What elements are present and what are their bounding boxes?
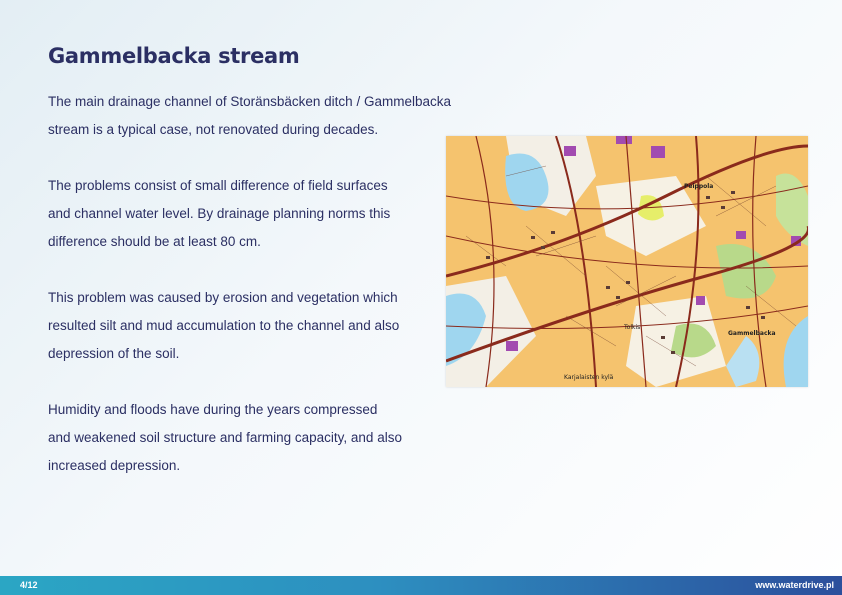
map-label-tolkis: Tolkis	[624, 324, 641, 331]
map-label-karjalaisten: Karjalaisten kylä	[564, 374, 614, 381]
map-label-gammelbacka: Gammelbacka	[728, 330, 776, 337]
page-number: 4/12	[20, 580, 38, 590]
footer-bar	[0, 576, 842, 595]
body-text	[48, 88, 488, 508]
paragraph-1: The main drainage channel of Storänsbäcken ditch / Gammelbacka stream is a typical case, not renovated during decades.	[48, 94, 451, 137]
website-link[interactable]: www.waterdrive.pl	[755, 580, 834, 590]
map-label-peippola: Peippola	[684, 183, 714, 190]
paragraph-2: The problems consist of small difference of field surfaces and channel water level. By drainage planning norms this difference should be at least 80 cm.	[48, 178, 391, 249]
paragraph-3: This problem was caused by erosion and vegetation which resulted silt and mud accumulation to the channel and also depression of the soil.	[48, 290, 400, 361]
paragraph-4: Humidity and floods have during the years compressed and weakened soil structure and farming capacity, and also increased depression.	[48, 402, 402, 473]
page-title: Gammelbacka stream	[48, 44, 300, 68]
topographic-map-image	[446, 136, 808, 387]
